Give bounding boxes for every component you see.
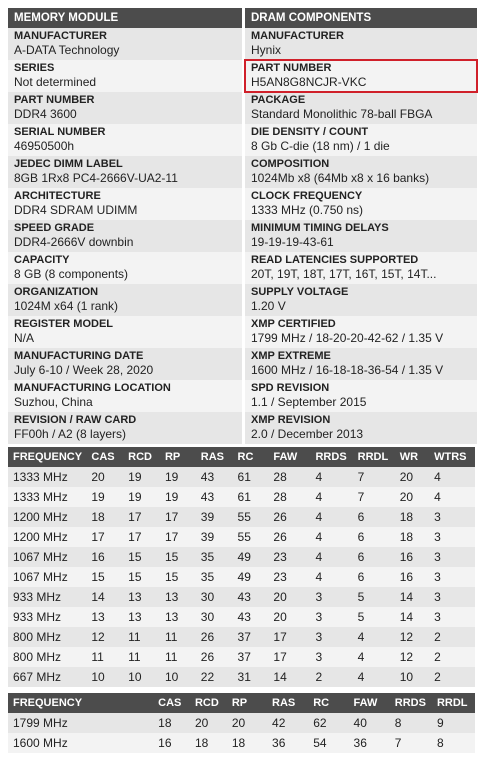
table-cell: 8 (390, 713, 432, 733)
field-value: N/A (14, 331, 35, 345)
table-cell: 49 (233, 547, 269, 567)
table-row (8, 507, 475, 527)
field-label: SERIES (14, 62, 55, 74)
table-cell: 17 (86, 527, 123, 547)
field-value: Not determined (14, 75, 97, 89)
table-cell: 12 (395, 647, 429, 667)
field-label: XMP REVISION (251, 414, 331, 426)
table-cell: 26 (196, 627, 233, 647)
table-cell: 20 (395, 467, 429, 487)
table-cell: 55 (233, 507, 269, 527)
table-cell: 800 MHz (8, 627, 86, 647)
table-row (8, 667, 475, 687)
dram-field-xmp-certified (245, 316, 477, 348)
column-header-rrds: RRDS (310, 447, 352, 467)
info-grid (8, 8, 483, 444)
field-label: PART NUMBER (14, 94, 95, 106)
column-header-rrdl: RRDL (353, 447, 395, 467)
table-cell: 30 (196, 607, 233, 627)
field-value: DDR4 SDRAM UDIMM (14, 203, 138, 217)
column-header-rc: RC (233, 447, 269, 467)
table-cell: 4 (310, 487, 352, 507)
table-cell: 1799 MHz (8, 713, 153, 733)
table-cell: 20 (268, 607, 310, 627)
table-cell: 16 (395, 567, 429, 587)
field-value: DDR4 3600 (14, 107, 77, 121)
dram-field-spd-revision (245, 380, 477, 412)
table-row (8, 547, 475, 567)
field-value: July 6-10 / Week 28, 2020 (14, 363, 154, 377)
table-cell: 10 (160, 667, 196, 687)
dram-field-minimum-timing-delays (245, 220, 477, 252)
table-cell: 43 (233, 607, 269, 627)
field-value: DDR4-2666V downbin (14, 235, 134, 249)
table-cell: 17 (123, 527, 160, 547)
field-label: PART NUMBER (251, 62, 332, 74)
column-header-frequency: FREQUENCY (8, 693, 153, 713)
table-cell: 15 (160, 567, 196, 587)
field-value: 1024M x64 (1 rank) (14, 299, 119, 313)
table-cell: 55 (233, 527, 269, 547)
table-cell: 37 (233, 627, 269, 647)
table-cell: 4 (310, 567, 352, 587)
column-header-faw: FAW (268, 447, 310, 467)
table-cell: 20 (395, 487, 429, 507)
field-value: 1.1 / September 2015 (251, 395, 367, 409)
table-cell: 4 (310, 527, 352, 547)
dram-field-clock-frequency (245, 188, 477, 220)
table-cell: 15 (160, 547, 196, 567)
table-cell: 43 (233, 587, 269, 607)
table-cell: 1333 MHz (8, 487, 86, 507)
table-cell: 26 (196, 647, 233, 667)
table-cell: 18 (395, 507, 429, 527)
table-cell: 54 (308, 733, 348, 753)
dram-field-package (245, 92, 477, 124)
field-value: 1600 MHz / 16-18-18-36-54 / 1.35 V (251, 363, 444, 377)
table-cell: 800 MHz (8, 647, 86, 667)
table-cell: 9 (432, 713, 475, 733)
module-field-speed-grade (8, 220, 242, 252)
field-label: MANUFACTURER (14, 30, 107, 42)
table-cell: 19 (86, 487, 123, 507)
table-cell: 4 (310, 507, 352, 527)
column-header-frequency: FREQUENCY (8, 447, 86, 467)
table-cell: 11 (86, 647, 123, 667)
table-cell: 30 (196, 587, 233, 607)
column-header-faw: FAW (349, 693, 390, 713)
table-cell: 3 (310, 607, 352, 627)
module-field-capacity (8, 252, 242, 284)
table-cell: 3 (429, 547, 475, 567)
field-label: READ LATENCIES SUPPORTED (251, 254, 419, 266)
table-cell: 18 (86, 507, 123, 527)
table-cell: 3 (310, 647, 352, 667)
field-label: CLOCK FREQUENCY (251, 190, 363, 202)
table-cell: 12 (86, 627, 123, 647)
field-label: ORGANIZATION (14, 286, 99, 298)
table-cell: 2 (310, 667, 352, 687)
table-cell: 10 (86, 667, 123, 687)
table-cell: 4 (353, 647, 395, 667)
timing-header-row (8, 447, 475, 467)
table-cell: 3 (310, 627, 352, 647)
table-cell: 35 (196, 547, 233, 567)
field-value: 1024Mb x8 (64Mb x8 x 16 banks) (251, 171, 430, 185)
table-cell: 4 (310, 467, 352, 487)
field-label: CAPACITY (14, 254, 70, 266)
table-cell: 20 (268, 587, 310, 607)
table-cell: 11 (123, 647, 160, 667)
field-label: ARCHITECTURE (14, 190, 101, 202)
table-cell: 5 (353, 587, 395, 607)
table-cell: 3 (429, 507, 475, 527)
table-cell: 26 (268, 507, 310, 527)
field-label: SERIAL NUMBER (14, 126, 106, 138)
table-cell: 42 (267, 713, 308, 733)
dram-field-die-density-count (245, 124, 477, 156)
field-value: A-DATA Technology (14, 43, 120, 57)
field-value: Hynix (251, 43, 282, 57)
field-label: SUPPLY VOLTAGE (251, 286, 349, 298)
table-cell: 7 (390, 733, 432, 753)
column-header-ras: RAS (196, 447, 233, 467)
table-cell: 15 (86, 567, 123, 587)
table-row (8, 527, 475, 547)
table-cell: 17 (268, 627, 310, 647)
xmp-timing-table (8, 693, 475, 753)
table-cell: 14 (86, 587, 123, 607)
table-cell: 667 MHz (8, 667, 86, 687)
table-cell: 36 (349, 733, 390, 753)
table-cell: 12 (395, 627, 429, 647)
table-cell: 10 (123, 667, 160, 687)
table-cell: 14 (395, 587, 429, 607)
table-cell: 20 (227, 713, 267, 733)
table-cell: 28 (268, 467, 310, 487)
table-cell: 933 MHz (8, 587, 86, 607)
table-cell: 2 (429, 667, 475, 687)
table-row (8, 713, 475, 733)
module-field-revision-raw-card (8, 412, 242, 444)
table-cell: 3 (429, 527, 475, 547)
table-cell: 4 (353, 667, 395, 687)
dram-components-header: DRAM COMPONENTS (245, 8, 477, 28)
table-cell: 6 (353, 567, 395, 587)
table-cell: 61 (233, 467, 269, 487)
table-cell: 49 (233, 567, 269, 587)
table-cell: 20 (190, 713, 227, 733)
field-label: MANUFACTURING LOCATION (14, 382, 171, 394)
field-label: DIE DENSITY / COUNT (251, 126, 369, 138)
spd-info-panel (0, 8, 483, 771)
table-cell: 2 (429, 647, 475, 667)
table-cell: 6 (353, 507, 395, 527)
field-label: MANUFACTURING DATE (14, 350, 144, 362)
module-field-series (8, 60, 242, 92)
table-cell: 15 (123, 567, 160, 587)
dram-field-part-number (245, 60, 477, 92)
table-cell: 3 (310, 587, 352, 607)
table-cell: 5 (353, 607, 395, 627)
table-cell: 4 (429, 487, 475, 507)
field-label: MINIMUM TIMING DELAYS (251, 222, 389, 234)
column-header-rrdl: RRDL (432, 693, 475, 713)
table-cell: 1067 MHz (8, 547, 86, 567)
field-value: Suzhou, China (14, 395, 93, 409)
table-cell: 11 (160, 647, 196, 667)
table-cell: 933 MHz (8, 607, 86, 627)
module-field-manufacturer (8, 28, 242, 60)
table-cell: 17 (123, 507, 160, 527)
table-cell: 39 (196, 507, 233, 527)
table-cell: 43 (196, 487, 233, 507)
table-cell: 14 (268, 667, 310, 687)
table-cell: 16 (395, 547, 429, 567)
module-field-part-number (8, 92, 242, 124)
field-value: 8 GB (8 components) (14, 267, 129, 281)
field-label: MANUFACTURER (251, 30, 344, 42)
table-row (8, 733, 475, 753)
field-value: H5AN8G8NCJR-VKC (251, 75, 367, 89)
field-label: COMPOSITION (251, 158, 330, 170)
column-header-cas: CAS (86, 447, 123, 467)
module-field-manufacturing-date (8, 348, 242, 380)
dram-field-manufacturer (245, 28, 477, 60)
table-cell: 40 (349, 713, 390, 733)
table-cell: 17 (160, 527, 196, 547)
table-cell: 3 (429, 587, 475, 607)
table-cell: 18 (395, 527, 429, 547)
table-cell: 19 (123, 467, 160, 487)
column-header-rc: RC (308, 693, 348, 713)
module-field-serial-number (8, 124, 242, 156)
column-header-wtrs: WTRS (429, 447, 475, 467)
table-cell: 18 (153, 713, 190, 733)
column-header-rp: RP (227, 693, 267, 713)
field-value: 19-19-19-43-61 (251, 235, 334, 249)
column-header-ras: RAS (267, 693, 308, 713)
module-field-manufacturing-location (8, 380, 242, 412)
field-label: SPD REVISION (251, 382, 330, 394)
field-value: 8GB 1Rx8 PC4-2666V-UA2-11 (14, 171, 178, 185)
field-value: 1.20 V (251, 299, 286, 313)
column-header-rcd: RCD (190, 693, 227, 713)
field-value: 8 Gb C-die (18 nm) / 1 die (251, 139, 390, 153)
table-cell: 13 (160, 607, 196, 627)
field-value: FF00h / A2 (8 layers) (14, 427, 127, 441)
dram-field-supply-voltage (245, 284, 477, 316)
table-cell: 39 (196, 527, 233, 547)
table-cell: 3 (429, 567, 475, 587)
dram-components-column (245, 8, 477, 444)
table-cell: 15 (123, 547, 160, 567)
field-label: REVISION / RAW CARD (14, 414, 137, 426)
column-header-rp: RP (160, 447, 196, 467)
table-cell: 1067 MHz (8, 567, 86, 587)
table-cell: 1333 MHz (8, 467, 86, 487)
module-field-register-model (8, 316, 242, 348)
table-cell: 19 (160, 467, 196, 487)
table-cell: 19 (123, 487, 160, 507)
table-cell: 61 (233, 487, 269, 507)
table-cell: 17 (160, 507, 196, 527)
table-cell: 6 (353, 527, 395, 547)
table-cell: 37 (233, 647, 269, 667)
module-field-jedec-dimm-label (8, 156, 242, 188)
table-cell: 8 (432, 733, 475, 753)
table-cell: 16 (86, 547, 123, 567)
table-row (8, 567, 475, 587)
table-cell: 19 (160, 487, 196, 507)
memory-module-column (8, 8, 242, 444)
dram-field-composition (245, 156, 477, 188)
field-value: 2.0 / December 2013 (251, 427, 364, 441)
table-cell: 18 (227, 733, 267, 753)
field-value: 1799 MHz / 18-20-20-42-62 / 1.35 V (251, 331, 444, 345)
table-cell: 7 (353, 487, 395, 507)
field-value: Standard Monolithic 78-ball FBGA (251, 107, 433, 121)
table-cell: 13 (123, 607, 160, 627)
table-row (8, 587, 475, 607)
column-header-rrds: RRDS (390, 693, 432, 713)
field-label: XMP EXTREME (251, 350, 331, 362)
memory-module-header: MEMORY MODULE (8, 8, 242, 28)
module-field-architecture (8, 188, 242, 220)
table-cell: 11 (160, 627, 196, 647)
timing-table (8, 447, 475, 687)
table-row (8, 467, 475, 487)
dram-field-xmp-extreme (245, 348, 477, 380)
table-cell: 43 (196, 467, 233, 487)
table-cell: 14 (395, 607, 429, 627)
field-label: PACKAGE (251, 94, 306, 106)
field-label: JEDEC DIMM LABEL (14, 158, 123, 170)
table-cell: 17 (268, 647, 310, 667)
table-row (8, 627, 475, 647)
table-cell: 13 (160, 587, 196, 607)
field-value: 1333 MHz (0.750 ns) (251, 203, 364, 217)
table-cell: 23 (268, 547, 310, 567)
table-cell: 28 (268, 487, 310, 507)
table-cell: 35 (196, 567, 233, 587)
xmp-header-row (8, 693, 475, 713)
table-cell: 6 (353, 547, 395, 567)
table-cell: 36 (267, 733, 308, 753)
column-header-rcd: RCD (123, 447, 160, 467)
dram-field-xmp-revision (245, 412, 477, 444)
field-label: SPEED GRADE (14, 222, 95, 234)
table-cell: 7 (353, 467, 395, 487)
table-cell: 4 (429, 467, 475, 487)
column-header-cas: CAS (153, 693, 190, 713)
field-value: 20T, 19T, 18T, 17T, 16T, 15T, 14T... (251, 267, 437, 281)
column-header-wr: WR (395, 447, 429, 467)
table-row (8, 487, 475, 507)
field-label: XMP CERTIFIED (251, 318, 336, 330)
field-label: REGISTER MODEL (14, 318, 114, 330)
table-cell: 26 (268, 527, 310, 547)
table-cell: 23 (268, 567, 310, 587)
table-cell: 2 (429, 627, 475, 647)
table-cell: 4 (310, 547, 352, 567)
table-cell: 4 (353, 627, 395, 647)
table-cell: 13 (123, 587, 160, 607)
field-value: 46950500h (14, 139, 75, 153)
table-cell: 18 (190, 733, 227, 753)
table-row (8, 647, 475, 667)
module-field-organization (8, 284, 242, 316)
table-cell: 1200 MHz (8, 527, 86, 547)
table-cell: 3 (429, 607, 475, 627)
table-cell: 1600 MHz (8, 733, 153, 753)
table-cell: 11 (123, 627, 160, 647)
dram-field-read-latencies-supported (245, 252, 477, 284)
table-cell: 1200 MHz (8, 507, 86, 527)
table-cell: 13 (86, 607, 123, 627)
table-cell: 62 (308, 713, 348, 733)
table-cell: 10 (395, 667, 429, 687)
table-cell: 31 (233, 667, 269, 687)
table-cell: 22 (196, 667, 233, 687)
table-cell: 16 (153, 733, 190, 753)
table-row (8, 607, 475, 627)
table-cell: 20 (86, 467, 123, 487)
